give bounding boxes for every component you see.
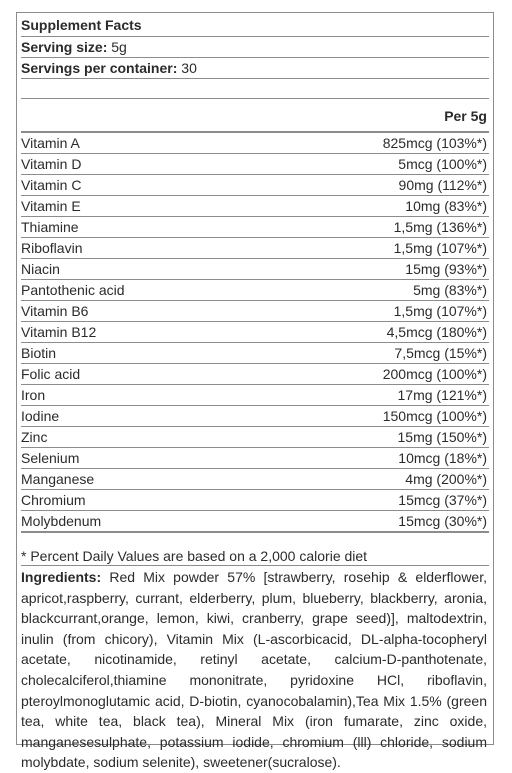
nutrient-row [21,427,489,448]
per-serving-header: Per 5g [21,99,489,133]
section-divider [21,79,489,99]
nutrient-name: Vitamin A [21,133,252,154]
nutrient-row [21,301,489,322]
daily-value-footnote: * Percent Daily Values are based on a 2,000 calorie diet [21,545,489,566]
nutrient-amount: 4mg (200%*) [252,469,489,490]
nutrient-row [21,196,489,217]
nutrient-name: Niacin [21,259,252,280]
nutrient-row [21,154,489,175]
nutrient-name: Folic acid [21,364,252,385]
nutrient-name: Riboflavin [21,238,252,259]
nutrient-amount: 17mg (121%*) [252,385,489,406]
nutrient-amount: 1,5mg (136%*) [252,217,489,238]
servings-label: Servings per container: [21,60,178,76]
nutrient-row [21,469,489,490]
servings-value: 30 [181,60,197,76]
nutrient-amount: 10mcg (18%*) [252,448,489,469]
nutrient-name: Manganese [21,469,252,490]
ingredients-block [21,566,489,773]
nutrient-amount: 15mg (93%*) [252,259,489,280]
ingredients-label: Ingredients: [21,569,102,585]
serving-size-label: Serving size: [21,39,108,55]
nutrient-amount: 15mcg (30%*) [252,511,489,533]
nutrient-row [21,322,489,343]
nutrient-name: Zinc [21,427,252,448]
nutrient-row [21,238,489,259]
nutrient-row [21,217,489,238]
nutrient-name: Vitamin C [21,175,252,196]
nutrient-amount: 90mg (112%*) [252,175,489,196]
panel-title: Supplement Facts [21,13,489,37]
nutrient-row [21,448,489,469]
serving-size [21,37,489,58]
nutrient-row [21,343,489,364]
nutrient-row [21,385,489,406]
nutrient-amount: 200mcg (100%*) [252,364,489,385]
nutrient-name: Iodine [21,406,252,427]
nutrient-name: Vitamin B12 [21,322,252,343]
nutrient-table [21,133,489,533]
nutrient-amount: 4,5mcg (180%*) [252,322,489,343]
nutrient-name: Chromium [21,490,252,511]
nutrient-amount: 15mg (150%*) [252,427,489,448]
nutrient-name: Biotin [21,343,252,364]
nutrient-name: Vitamin B6 [21,301,252,322]
nutrient-name: Selenium [21,448,252,469]
nutrient-amount: 5mg (83%*) [252,280,489,301]
nutrient-amount: 5mcg (100%*) [252,154,489,175]
nutrient-amount: 825mcg (103%*) [252,133,489,154]
nutrient-name: Iron [21,385,252,406]
nutrient-row [21,406,489,427]
nutrient-amount: 7,5mcg (15%*) [252,343,489,364]
nutrient-row [21,259,489,280]
servings-per-container [21,58,489,79]
nutrient-amount: 1,5mg (107%*) [252,301,489,322]
nutrient-name: Pantothenic acid [21,280,252,301]
nutrient-name: Vitamin D [21,154,252,175]
nutrient-amount: 15mcg (37%*) [252,490,489,511]
nutrient-row [21,175,489,196]
section-gap [21,533,489,545]
nutrient-amount: 150mcg (100%*) [252,406,489,427]
supplement-facts-panel [16,12,494,771]
nutrient-name: Vitamin E [21,196,252,217]
nutrient-name: Thiamine [21,217,252,238]
nutrient-amount: 1,5mg (107%*) [252,238,489,259]
nutrient-amount: 10mg (83%*) [252,196,489,217]
nutrient-name: Molybdenum [21,511,252,533]
nutrient-row [21,490,489,511]
nutrient-row [21,364,489,385]
nutrient-row [21,280,489,301]
nutrient-row [21,133,489,154]
serving-size-value: 5g [111,39,127,55]
ingredients-text: Red Mix powder 57% [strawberry, rosehip & elderflower, apricot,raspberry, currant, elderberry, plum, blueberry, blackberry, aronia, blackcurrant,orange, lemon, kiwi, cranberry, grape seed)], maltodextrin, inulin (from chicory), Vitamin Mix (L-ascorbicacid, DL-alpha-tocopheryl acetate, nicotinamide, retinyl acetate, calcium-D-panthotenate, cholecalciferol,thiamine mononitrate, pyridoxine HCl, riboflavin, pteroylmonoglutamic acid, D-biotin, cyanocobalamin),Tea Mix 1.5% (green tea, white tea, black tea), Mineral Mix (iron fumarate, zinc oxide, manganesesulphate, potassium iodide, chromium (lll) chloride, sodium molybdate, sodium selenite), sweetener(sucralose). [21,569,487,771]
nutrient-row [21,511,489,533]
